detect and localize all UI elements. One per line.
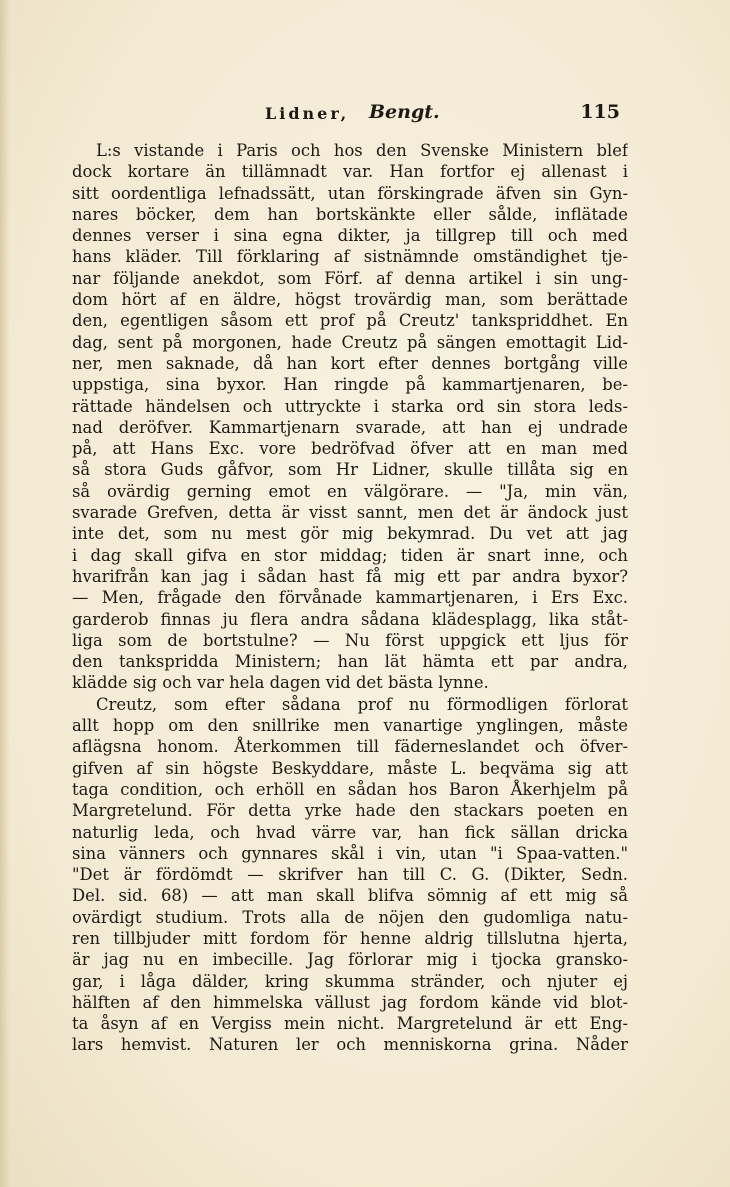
- text-line: hälften af den himmelska vällust jag fordom kände vid blot-: [72, 992, 628, 1012]
- text-line: svarade Grefven, detta är visst sannt, men det är ändock just: [72, 503, 628, 523]
- text-line: gar, i låga dälder, kring skumma stränder, och njuter ej: [72, 971, 628, 991]
- text-line: dock kortare än tillämnadt var. Han fortfor ej allenast i: [72, 162, 628, 182]
- header-given-name: Bengt.: [369, 101, 440, 123]
- text-line: dennes verser i sina egna dikter, ja tillgrep till och med: [72, 226, 628, 246]
- text-line: den tankspridda Ministern; han lät hämta ett par andra,: [72, 652, 628, 672]
- text-line: nares böcker, dem han bortskänkte eller sålde, inflätade: [72, 204, 628, 224]
- text-line: nad deröfver. Kammartjenarn svarade, att han ej undrade: [72, 417, 628, 437]
- text-line: hans kläder. Till förklaring af sistnämnde omständighet tje-: [72, 247, 628, 267]
- text-line: ner, men saknade, då han kort efter dennes bortgång ville: [72, 353, 628, 373]
- text-line: ren tillbjuder mitt fordom för henne aldrig tillslutna hjerta,: [72, 928, 628, 948]
- text-line: den, egentligen såsom ett prof på Creutz' tankspriddhet. En: [72, 311, 628, 331]
- text-line: Margretelund. För detta yrke hade den stackars poeten en: [72, 801, 628, 821]
- page-spine-shadow: [0, 0, 10, 1187]
- text-line: aflägsna honom. Återkommen till fäderneslandet och öfver-: [72, 737, 628, 757]
- text-line: liga som de bortstulne? — Nu först uppgick ett ljus för: [72, 630, 628, 650]
- text-line: sitt oordentliga lefnadssätt, utan förskingrade äfven sin Gyn-: [72, 183, 628, 203]
- text-line: Del. sid. 68) — att man skall blifva sömnig af ett mig så: [72, 886, 628, 906]
- body-text: [72, 140, 628, 1056]
- text-line: uppstiga, sina byxor. Han ringde på kammartjenaren, be-: [72, 375, 628, 395]
- text-line: så stora Guds gåfvor, som Hr Lidner, skulle tillåta sig en: [72, 460, 628, 480]
- text-line: — Men, frågade den förvånade kammartjenaren, i Ers Exc.: [72, 588, 628, 608]
- text-line: ovärdigt studium. Trots alla de nöjen den gudomliga natu-: [72, 907, 628, 927]
- text-line: sina vänners och gynnares skål i vin, utan "i Spaa-vatten.": [72, 843, 628, 863]
- text-line: hvarifrån kan jag i sådan hast få mig ett par andra byxor?: [72, 566, 628, 586]
- text-line: nar följande anekdot, som Förf. af denna artikel i sin ung-: [72, 268, 628, 288]
- text-line: lars hemvist. Naturen ler och menniskorna grina. Nåder: [72, 1035, 628, 1055]
- text-line: ta åsyn af en Vergiss mein nicht. Margretelund är ett Eng-: [72, 1014, 628, 1034]
- text-line: naturlig leda, och hvad värre var, han fick sällan dricka: [72, 822, 628, 842]
- text-line: klädde sig och var hela dagen vid det bästa lynne.: [72, 673, 489, 693]
- running-header: [265, 100, 620, 130]
- text-line: Creutz, som efter sådana prof nu förmodligen förlorat: [96, 694, 628, 714]
- text-line: allt hopp om den snillrike men vanartige ynglingen, måste: [72, 716, 628, 736]
- text-line: inte det, som nu mest gör mig bekymrad. Du vet att jag: [72, 524, 628, 544]
- text-line: dom hört af en äldre, högst trovärdig man, som berättade: [72, 290, 628, 310]
- text-line: gifven af sin högste Beskyddare, måste L. beqväma sig att: [72, 758, 628, 778]
- text-line: taga condition, och erhöll en sådan hos Baron Åkerhjelm på: [72, 779, 628, 799]
- page-number: 115: [580, 101, 620, 123]
- text-line: på, att Hans Exc. vore bedröfvad öfver att en man med: [72, 439, 628, 459]
- text-line: är jag nu en imbecille. Jag förlorar mig i tjocka gransko-: [72, 950, 628, 970]
- text-line: rättade händelsen och uttryckte i starka ord sin stora leds-: [72, 396, 628, 416]
- text-line: så ovärdig gerning emot en välgörare. — "Ja, min vän,: [72, 481, 628, 501]
- text-line: "Det är fördömdt — skrifver han till C. G. (Dikter, Sedn.: [72, 865, 628, 885]
- text-line: dag, sent på morgonen, hade Creutz på sängen emottagit Lid-: [72, 332, 628, 352]
- text-line: garderob finnas ju flera andra sådana klädesplagg, lika ståt-: [72, 609, 628, 629]
- text-line: i dag skall gifva en stor middag; tiden är snart inne, och: [72, 545, 628, 565]
- text-line: L:s vistande i Paris och hos den Svenske Ministern blef: [96, 141, 628, 160]
- header-author: Lidner,: [265, 104, 350, 123]
